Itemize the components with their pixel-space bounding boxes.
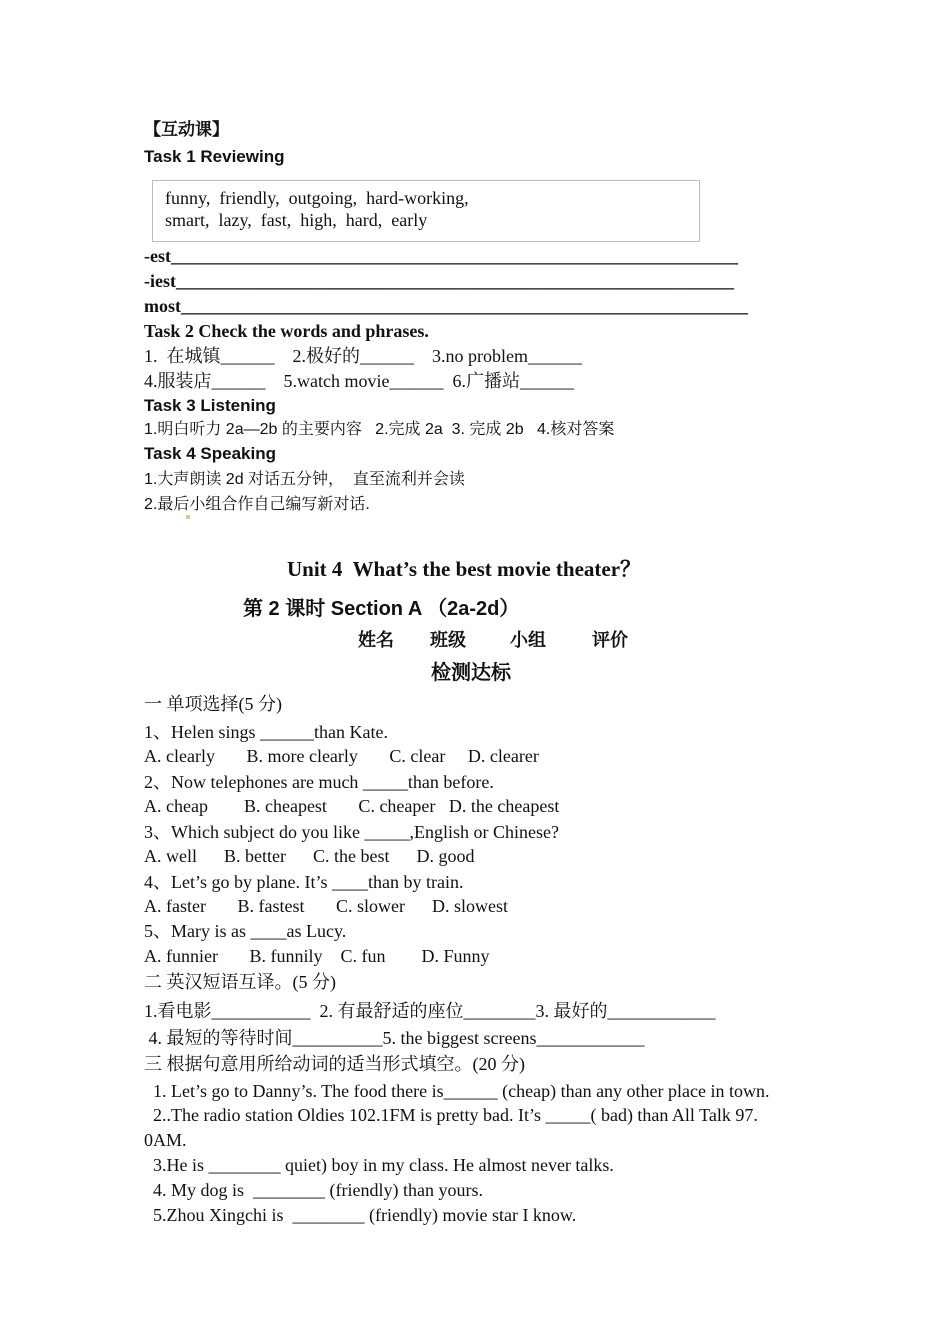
word-box [152,180,700,242]
part3-line-5: 4. My dog is ________ (friendly) than yours. [144,1180,483,1200]
part3-line-2: 2..The radio station Oldies 102.1FM is pretty bad. It’s _____( bad) than All Talk 97. [144,1105,758,1125]
test-title: 检测达标 [431,662,511,684]
part3-line-4: 3.He is ________ quiet) boy in my class. He almost never talks. [144,1155,614,1175]
part3-line-1: 1. Let’s go to Danny’s. The food there is______ (cheap) than any other place in town. [144,1081,770,1101]
task4-title: Task 4 Speaking [144,444,276,463]
est-line: -est_______________________________________________________________ [144,246,738,266]
unit-title: Unit 4 What’s the best movie theater？ [287,557,642,581]
info-field-class: 班级 [430,630,466,650]
task4-line-1: 1.大声朗读 2d 对话五分钟， 直至流利并会读 [144,471,465,488]
info-field-evaluation: 评价 [592,630,628,650]
part1-question-5: 5、Mary is as ____as Lucy. [144,921,347,941]
part1-options-3: A. well B. better C. the best D. good [144,846,475,866]
word-box-line-2: smart, lazy, fast, high, hard, early [165,210,428,230]
part1-options-4: A. faster B. fastest C. slower D. slowest [144,896,508,916]
task4-line-2: 2.最后小组合作自己编写新对话. [144,496,370,513]
info-field-name: 姓名 [358,630,394,650]
task2-title: Task 2 Check the words and phrases. [144,321,429,341]
task3-line: 1.明白听力 2a—2b 的主要内容 2.完成 2a 3. 完成 2b 4.核对答案 [144,421,615,438]
part1-options-2: A. cheap B. cheapest C. cheaper D. the cheapest [144,796,560,816]
info-field-group: 小组 [510,630,546,650]
part3-line-6: 5.Zhou Xingchi is ________ (friendly) movie star I know. [144,1205,577,1225]
lesson-title: 第 2 课时 Section A （2a-2d） [243,598,520,620]
part2-title: 二 英汉短语互译。(5 分) [144,972,336,992]
word-box-line-1: funny, friendly, outgoing, hard-working, [165,188,469,208]
part1-question-3: 3、Which subject do you like _____,English or Chinese? [144,822,559,842]
task2-row-1: 1. 在城镇______ 2.极好的______ 3.no problem______ [144,346,582,366]
part3-line-3: 0AM. [144,1130,187,1150]
part1-options-5: A. funnier B. funnily C. fun D. Funny [144,946,490,966]
part1-question-4: 4、Let’s go by plane. It’s ____than by train. [144,872,464,892]
part1-question-1: 1、Helen sings ______than Kate. [144,722,388,742]
part1-question-2: 2、Now telephones are much _____than before. [144,772,494,792]
task2-row-2: 4.服装店______ 5.watch movie______ 6.广播站______ [144,371,574,391]
part2-row-1: 1.看电影___________ 2. 有最舒适的座位________3. 最好的____________ [144,1001,716,1021]
task1-title: Task 1 Reviewing [144,147,285,166]
stray-mark [186,515,190,519]
most-line: most_______________________________________________________________ [144,296,748,316]
part1-title: 一 单项选择(5 分) [144,694,282,714]
part2-row-2: 4. 最短的等待时间__________5. the biggest screens____________ [144,1028,645,1048]
part3-title: 三 根据句意用所给动词的适当形式填空。(20 分) [144,1054,525,1074]
interactive-lesson-heading: 【互动课】 [144,120,229,139]
iest-line: -iest______________________________________________________________ [144,271,734,291]
task3-title: Task 3 Listening [144,396,276,415]
part1-options-1: A. clearly B. more clearly C. clear D. clearer [144,746,539,766]
